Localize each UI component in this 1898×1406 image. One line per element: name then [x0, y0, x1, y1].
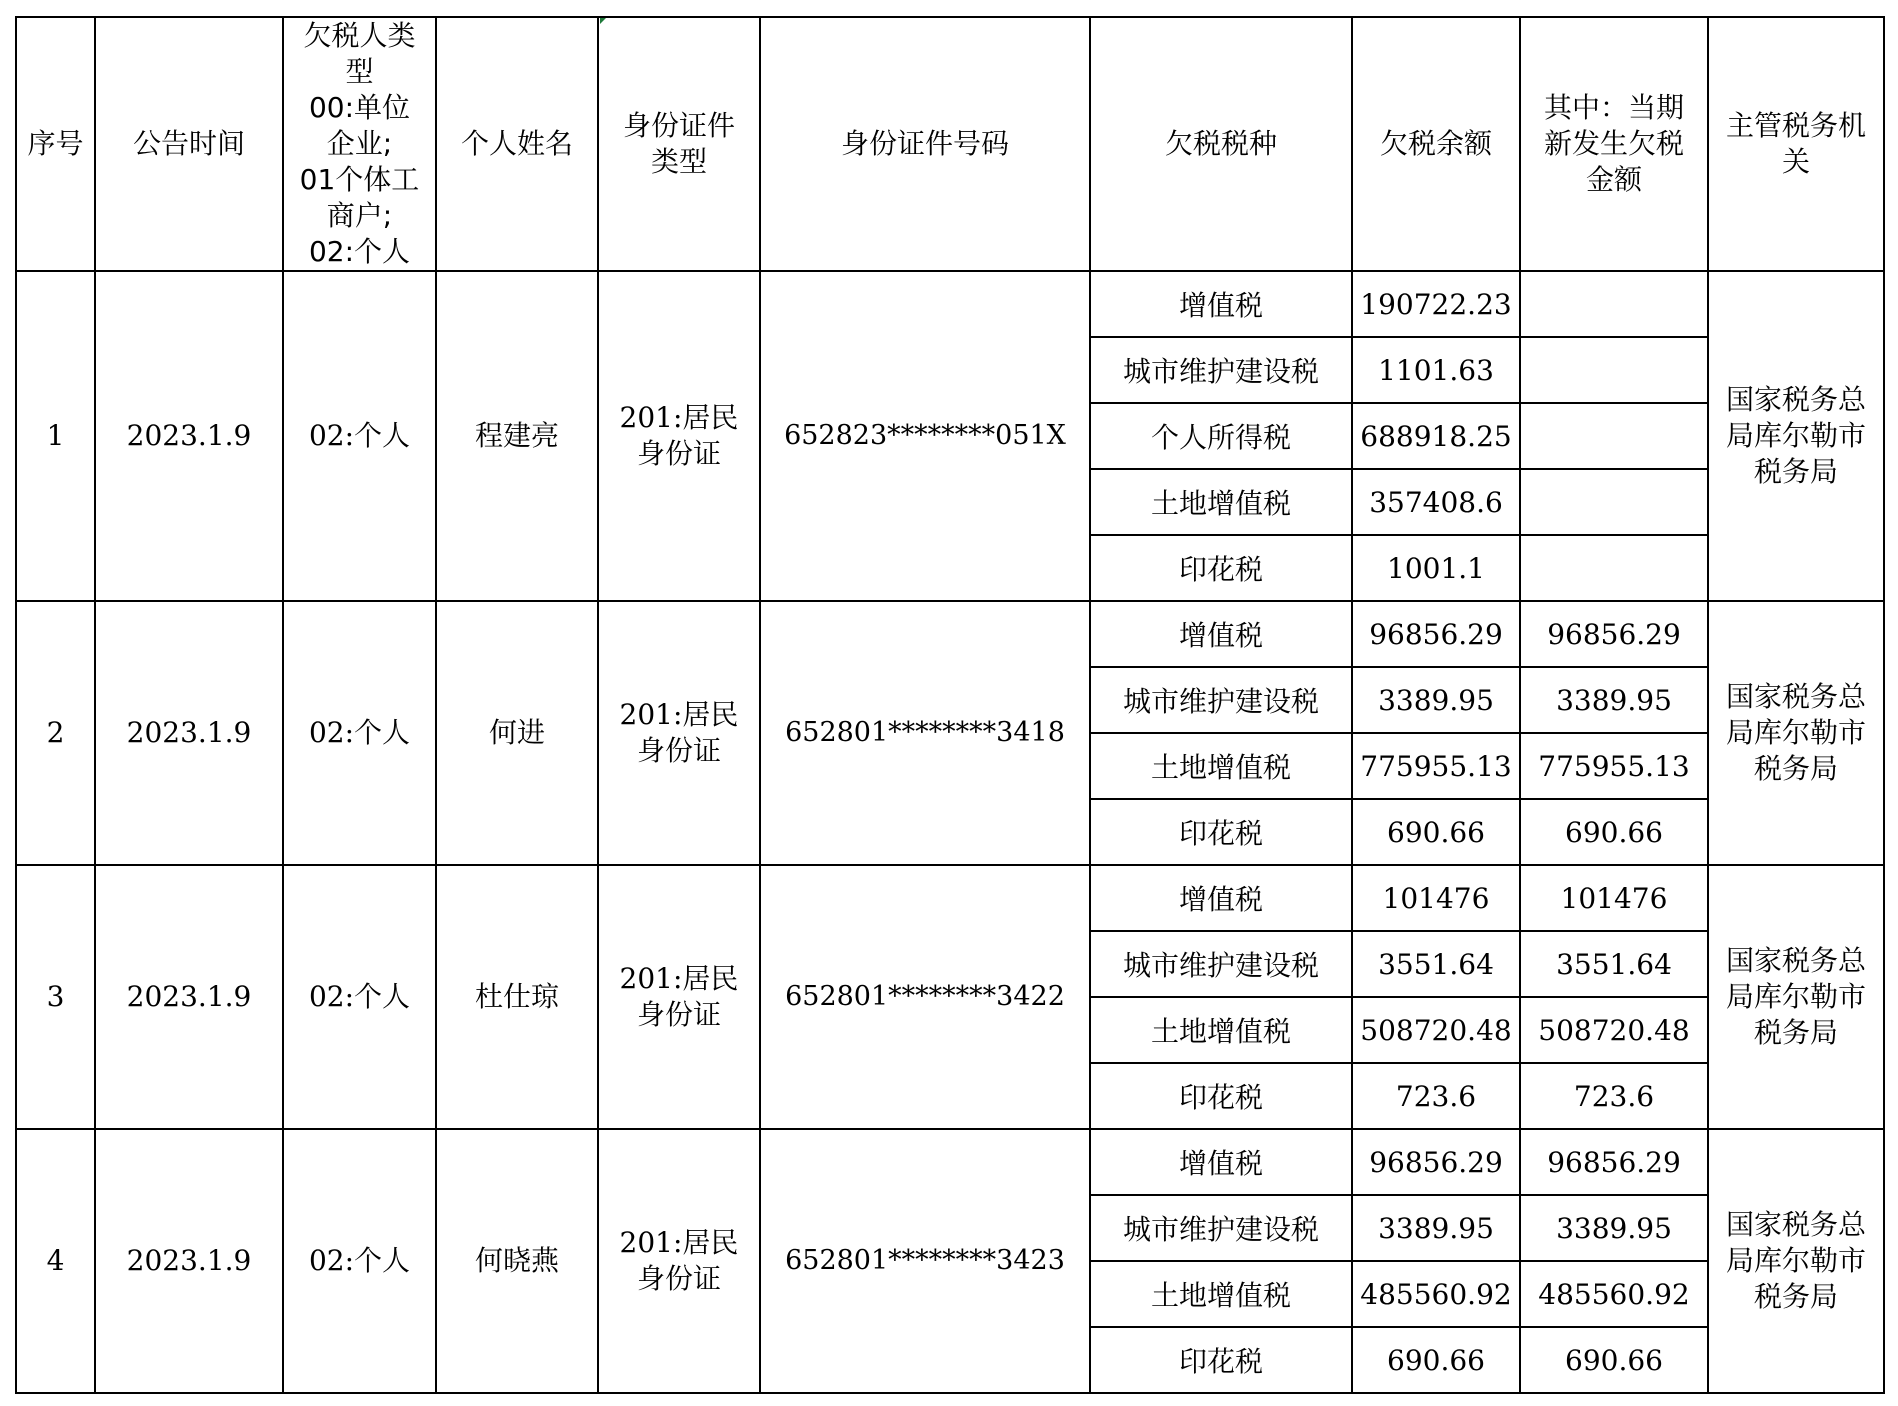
record-id-type: [598, 1129, 760, 1393]
text-line: 公告时间: [132, 127, 245, 160]
text-line: 局库尔勒市: [1725, 716, 1866, 749]
tax-type-cell: 印花税: [1090, 535, 1352, 601]
new-amount-cell: 485560.92: [1520, 1261, 1708, 1327]
record-date: 2023.1.9: [95, 865, 283, 1129]
text-line: 国家税务总: [1725, 383, 1866, 416]
new-amount-cell: 690.66: [1520, 799, 1708, 865]
tax-type-cell: 增值税: [1090, 601, 1352, 667]
text-line: 税务局: [1753, 455, 1838, 488]
record-authority: [1708, 271, 1884, 601]
text-line: 其中：当期: [1543, 91, 1684, 124]
balance-cell: 1101.63: [1352, 337, 1520, 403]
text-line: 身份证: [636, 734, 721, 767]
balance-cell: 690.66: [1352, 1327, 1520, 1393]
header-id-number: [760, 17, 1090, 271]
record-date: 2023.1.9: [95, 1129, 283, 1393]
text-line: 税务局: [1753, 752, 1838, 785]
record-payer-type: 02:个人: [283, 271, 436, 601]
text-line: 身份证: [636, 437, 721, 470]
record-seq: 3: [16, 865, 95, 1129]
record-authority: [1708, 1129, 1884, 1393]
record-date: 2023.1.9: [95, 601, 283, 865]
text-line: 企业;: [326, 127, 393, 160]
new-amount-cell: [1520, 337, 1708, 403]
tax-type-cell: 印花税: [1090, 1327, 1352, 1393]
new-amount-cell: 101476: [1520, 865, 1708, 931]
record-seq: 1: [16, 271, 95, 601]
record-id-number: 652823********051X: [760, 271, 1090, 601]
text-line: 身份证: [636, 998, 721, 1031]
header-balance: [1352, 17, 1520, 271]
record-name: 程建亮: [436, 271, 598, 601]
text-line: 型: [345, 55, 374, 88]
text-line: 局库尔勒市: [1725, 1244, 1866, 1277]
new-amount-cell: 690.66: [1520, 1327, 1708, 1393]
record-name: 杜仕琼: [436, 865, 598, 1129]
balance-cell: 96856.29: [1352, 601, 1520, 667]
balance-cell: 690.66: [1352, 799, 1520, 865]
record-name: 何进: [436, 601, 598, 865]
balance-cell: 723.6: [1352, 1063, 1520, 1129]
text-line: 身份证件号码: [840, 127, 1009, 160]
new-amount-cell: 96856.29: [1520, 1129, 1708, 1195]
new-amount-cell: [1520, 271, 1708, 337]
record-authority: [1708, 601, 1884, 865]
text-line: 201:居民: [619, 401, 739, 434]
tax-type-cell: 增值税: [1090, 1129, 1352, 1195]
record-id-number: 652801********3422: [760, 865, 1090, 1129]
record-authority: [1708, 865, 1884, 1129]
record-payer-type: 02:个人: [283, 865, 436, 1129]
text-line: 个人姓名: [460, 127, 573, 160]
new-amount-cell: 508720.48: [1520, 997, 1708, 1063]
header-date: [95, 17, 283, 271]
text-line: 金额: [1585, 163, 1642, 196]
tax-type-cell: 土地增值税: [1090, 733, 1352, 799]
text-line: 欠税余额: [1379, 127, 1492, 160]
new-amount-cell: [1520, 469, 1708, 535]
record-name: 何晓燕: [436, 1129, 598, 1393]
table-row: [16, 865, 1884, 931]
record-id-type: [598, 601, 760, 865]
table-body: [16, 271, 1884, 1393]
tax-type-cell: 印花税: [1090, 1063, 1352, 1129]
table-row: [16, 601, 1884, 667]
text-line: 01个体工: [299, 163, 420, 196]
record-date: 2023.1.9: [95, 271, 283, 601]
balance-cell: 357408.6: [1352, 469, 1520, 535]
new-amount-cell: 96856.29: [1520, 601, 1708, 667]
balance-cell: 508720.48: [1352, 997, 1520, 1063]
balance-cell: 688918.25: [1352, 403, 1520, 469]
text-line: 00:单位: [308, 91, 411, 124]
record-payer-type: 02:个人: [283, 601, 436, 865]
record-payer-type: 02:个人: [283, 1129, 436, 1393]
balance-cell: 101476: [1352, 865, 1520, 931]
header-payer-type: [283, 17, 436, 271]
text-line: 税务局: [1753, 1016, 1838, 1049]
text-line: 201:居民: [619, 962, 739, 995]
balance-cell: 3551.64: [1352, 931, 1520, 997]
new-amount-cell: 775955.13: [1520, 733, 1708, 799]
tax-type-cell: 城市维护建设税: [1090, 667, 1352, 733]
tax-type-cell: 城市维护建设税: [1090, 337, 1352, 403]
text-line: 国家税务总: [1725, 944, 1866, 977]
text-line: 欠税税种: [1164, 127, 1277, 160]
tax-type-cell: 城市维护建设税: [1090, 1195, 1352, 1261]
balance-cell: 1001.1: [1352, 535, 1520, 601]
text-line: 关: [1781, 145, 1810, 178]
tax-type-cell: 城市维护建设税: [1090, 931, 1352, 997]
header-tax-type: [1090, 17, 1352, 271]
text-line: 类型: [650, 145, 707, 178]
tax-type-cell: 土地增值税: [1090, 469, 1352, 535]
balance-cell: 3389.95: [1352, 1195, 1520, 1261]
text-line: 欠税人类: [303, 19, 416, 52]
tax-type-cell: 土地增值税: [1090, 1261, 1352, 1327]
text-line: 身份证: [636, 1262, 721, 1295]
record-id-type: [598, 865, 760, 1129]
tax-arrears-table: [15, 16, 1885, 1394]
header-seq: [16, 17, 95, 271]
text-line: 国家税务总: [1725, 1208, 1866, 1241]
table-row: [16, 1129, 1884, 1195]
tax-type-cell: 增值税: [1090, 271, 1352, 337]
record-seq: 2: [16, 601, 95, 865]
text-line: 201:居民: [619, 1226, 739, 1259]
new-amount-cell: 723.6: [1520, 1063, 1708, 1129]
balance-cell: 3389.95: [1352, 667, 1520, 733]
text-line: 商户;: [326, 199, 393, 232]
record-id-number: 652801********3418: [760, 601, 1090, 865]
header-id-type: [598, 17, 760, 271]
new-amount-cell: [1520, 535, 1708, 601]
text-line: 201:居民: [619, 698, 739, 731]
record-seq: 4: [16, 1129, 95, 1393]
record-id-type: [598, 271, 760, 601]
new-amount-cell: 3551.64: [1520, 931, 1708, 997]
text-line: 税务局: [1753, 1280, 1838, 1313]
table-row: [16, 271, 1884, 337]
balance-cell: 190722.23: [1352, 271, 1520, 337]
header-authority: [1708, 17, 1884, 271]
text-line: 序号: [27, 127, 84, 160]
text-line: 局库尔勒市: [1725, 980, 1866, 1013]
text-line: 局库尔勒市: [1725, 419, 1866, 452]
header-new-amount: [1520, 17, 1708, 271]
new-amount-cell: 3389.95: [1520, 1195, 1708, 1261]
new-amount-cell: [1520, 403, 1708, 469]
header-row: [16, 17, 1884, 271]
balance-cell: 775955.13: [1352, 733, 1520, 799]
text-line: 主管税务机: [1725, 109, 1866, 142]
record-id-number: 652801********3423: [760, 1129, 1090, 1393]
text-line: 国家税务总: [1725, 680, 1866, 713]
text-line: 02:个人: [308, 235, 411, 268]
new-amount-cell: 3389.95: [1520, 667, 1708, 733]
header-name: [436, 17, 598, 271]
balance-cell: 96856.29: [1352, 1129, 1520, 1195]
balance-cell: 485560.92: [1352, 1261, 1520, 1327]
text-line: 身份证件: [622, 109, 735, 142]
tax-type-cell: 个人所得税: [1090, 403, 1352, 469]
tax-type-cell: 土地增值税: [1090, 997, 1352, 1063]
tax-type-cell: 印花税: [1090, 799, 1352, 865]
text-line: 新发生欠税: [1543, 127, 1684, 160]
tax-type-cell: 增值税: [1090, 865, 1352, 931]
